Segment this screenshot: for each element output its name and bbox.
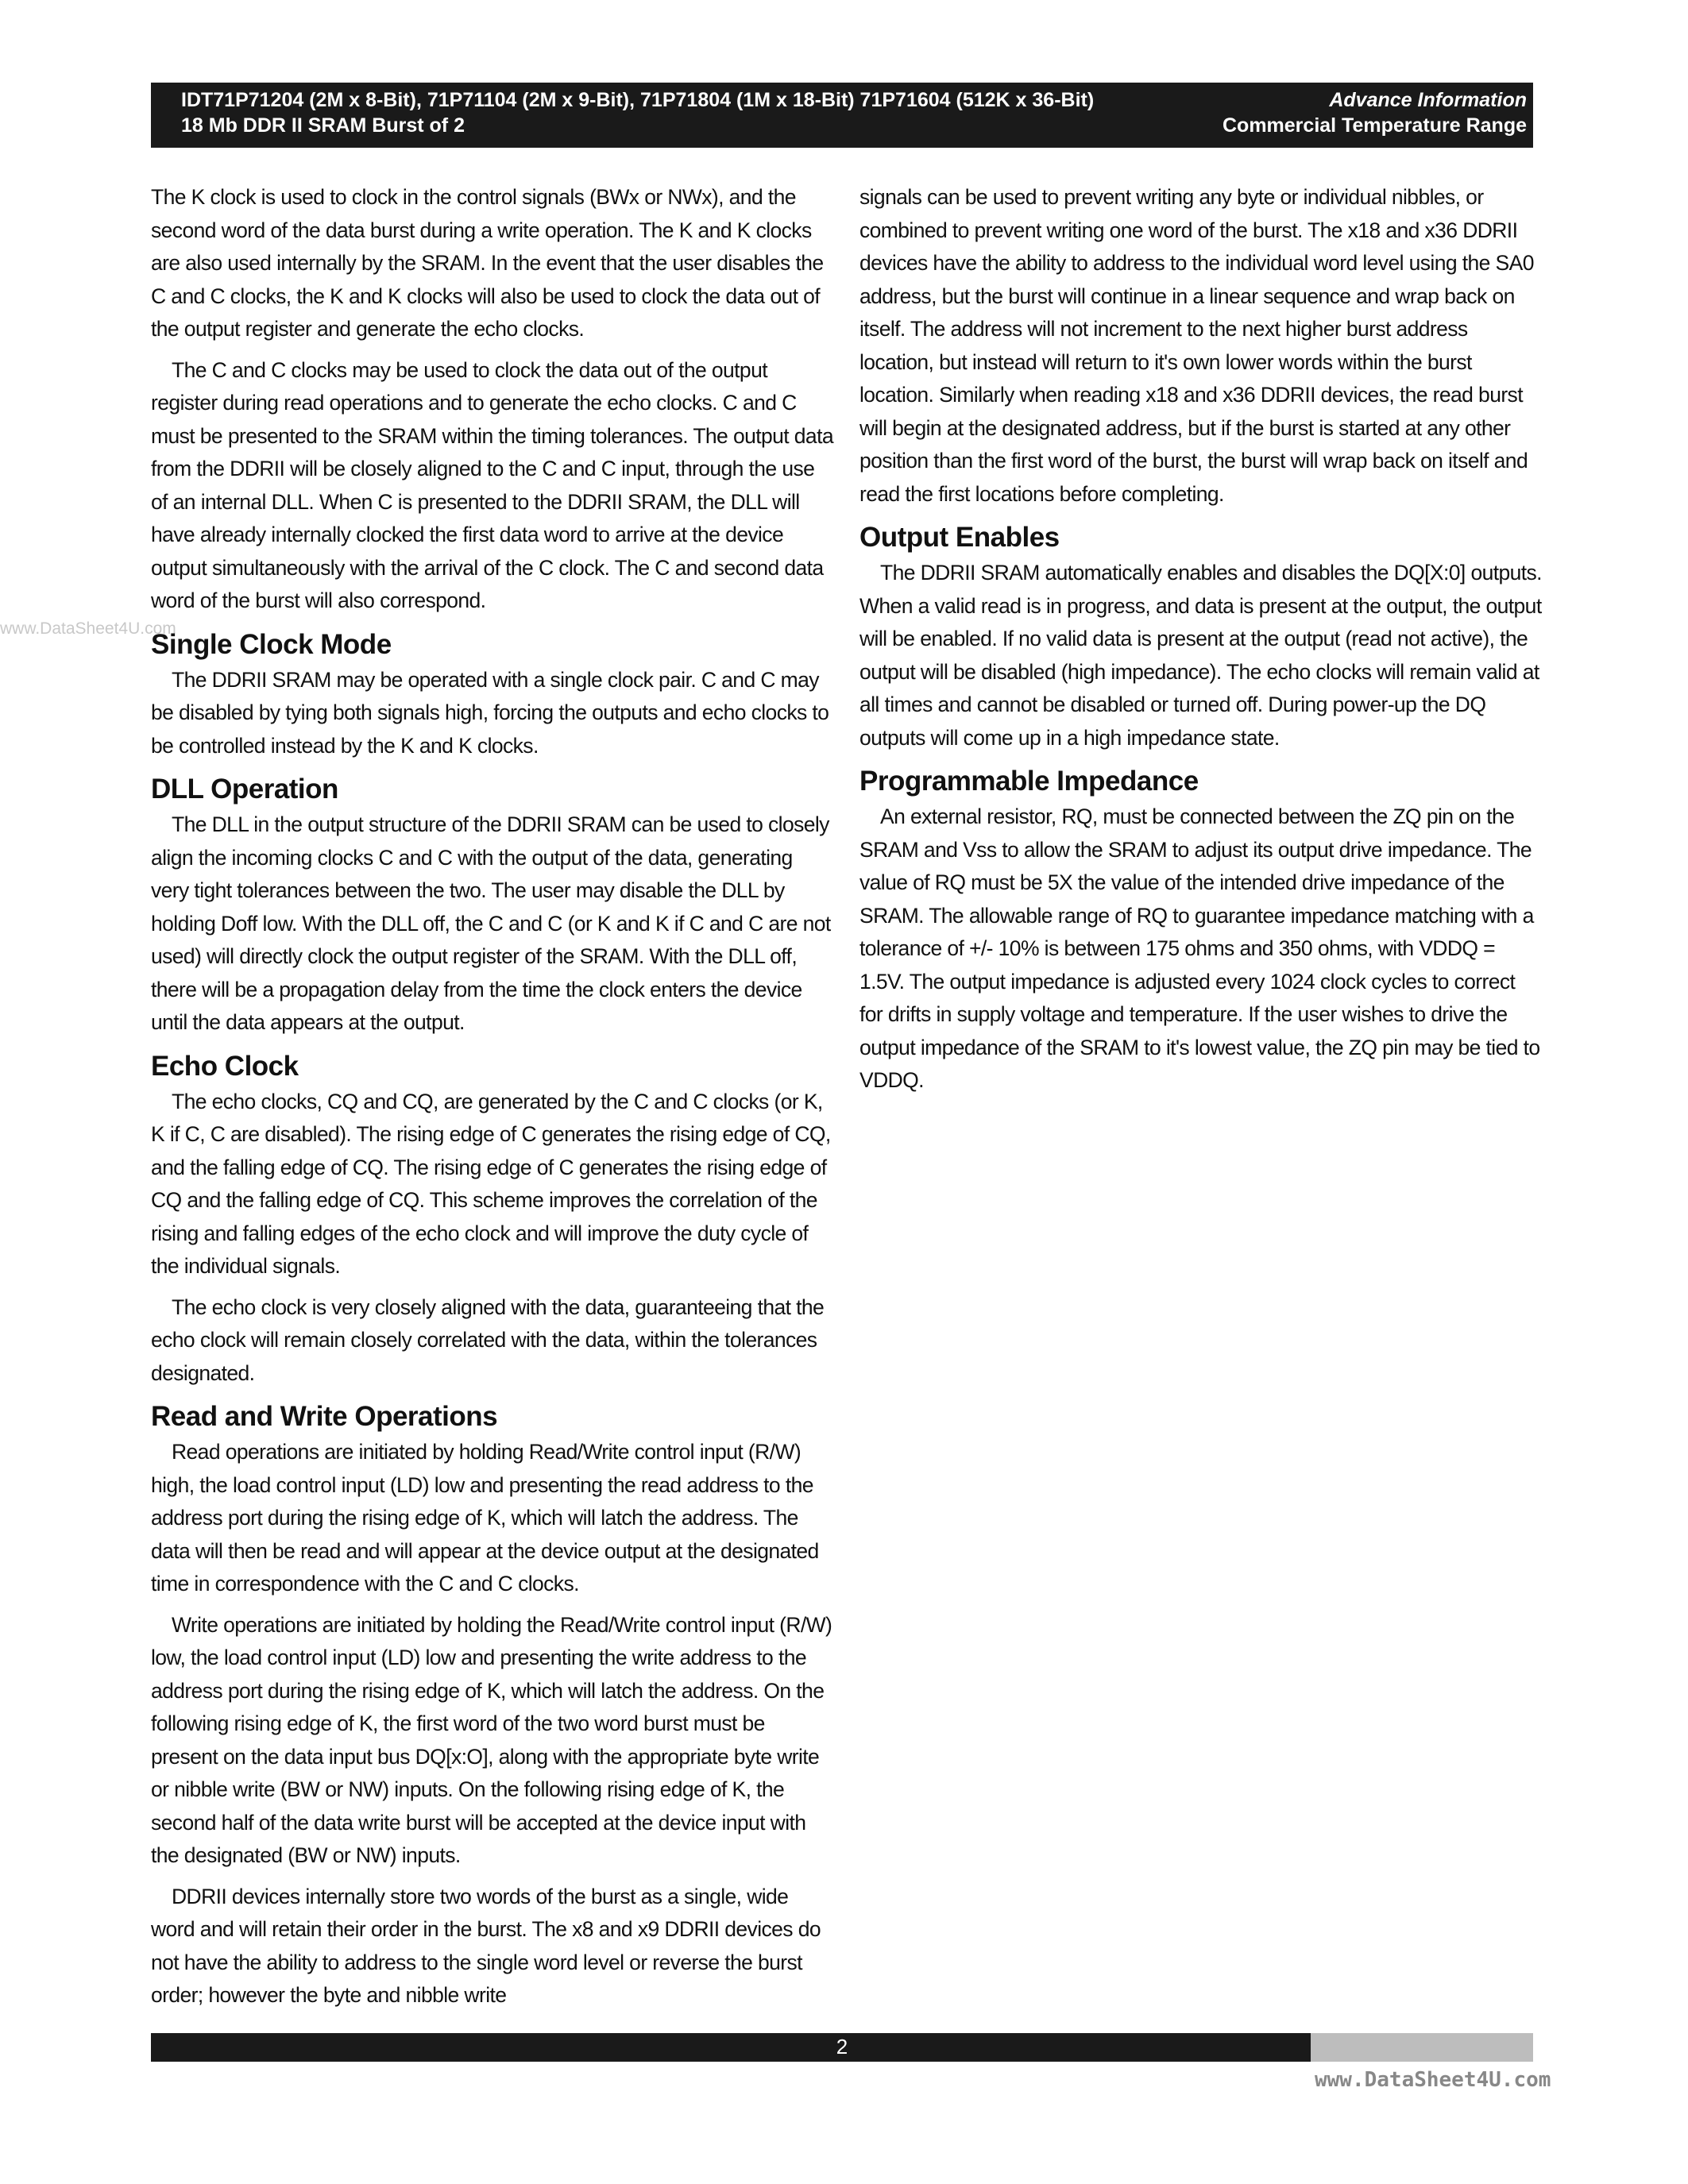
paragraph: Write operations are initiated by holding the Read/Write control input (R/W) low, the load control input (LD) low and presenting the write address to the address port during the rising edge of K, which will latch the address. On the following rising edge of K, the first word of the two word burst must be present on the data input bus DQ[x:O], along with the appropriate byte write or nibble write (BW or NW) inputs. On the following rising edge of K, the second half of the data write burst will be accepted at the device input with the designated (BW or NW) inputs. <box>151 1612 832 1867</box>
section-heading: Echo Clock <box>151 1050 299 1082</box>
header-bar <box>151 83 1533 148</box>
section-heading: Programmable Impedance <box>859 766 1199 797</box>
section-heading: Output Enables <box>859 522 1060 553</box>
footer-bar <box>151 2033 1533 2062</box>
paragraph: An external resistor, RQ, must be connected between the ZQ pin on the SRAM and Vss to allow the SRAM to adjust its output drive impedance. The value of RQ must be 5X the value of the intended drive impedance of the SRAM. The allowable range of RQ to guarantee impedance matching with a tolerance of +/- 10% is between 175 ohms and 350 ohms, with VDDQ = 1.5V. The output impedance is adjusted every 1024 clock cycles to correct for drifts in supply voltage and temperature. If the user wishes to drive the output impedance of the SRAM to it's lowest value, the ZQ pin may be tied to VDDQ. <box>859 805 1540 1092</box>
paragraph: The C and C clocks may be used to clock the data out of the output register during read operations and to generate the echo clocks. C and C must be presented to the SRAM within the timing tolerances. The output data from the DDRII will be closely aligned to the C and C input, through the use of an internal DLL. When C is presented to the DDRII SRAM, the DLL will have already internally clocked the first data word to arrive at the device output simultaneously with the arrival of the C clock. The C and second data word of the burst will also correspond. <box>151 357 833 612</box>
left-column <box>151 181 834 2020</box>
paragraph: The K clock is used to clock in the control signals (BWx or NWx), and the second word of the data burst during a write operation. The K and K clocks are also used internally by the SRAM. In the event that the user disables the C and C clocks, the K and K clocks will also be used to clock the data out of the output register and generate the echo clocks. <box>151 185 824 341</box>
section-heading: Read and Write Operations <box>151 1401 498 1432</box>
header-status: Advance Information <box>1329 89 1527 111</box>
right-column <box>859 181 1543 1106</box>
paragraph: The echo clocks, CQ and CQ, are generated by the C and C clocks (or K, K if C, C are disabled). The rising edge of C generates the rising edge of CQ, and the falling edge of CQ. The rising edge of C generates the rising edge of CQ and the falling edge of CQ. This scheme improves the correlation of the rising and falling edges of the echo clock and will improve the duty cycle of the individual signals. <box>151 1089 831 1278</box>
paragraph: The DDRII SRAM may be operated with a single clock pair. C and C may be disabled by tying both signals high, forcing the outputs and echo clocks to be controlled instead by the K and K clocks. <box>151 667 829 758</box>
section-heading: DLL Operation <box>151 774 338 805</box>
paragraph: The DDRII SRAM automatically enables and disables the DQ[X:0] outputs. When a valid read is in progress, and data is present at the output, the output will be enabled. If no valid data is present at the output (read not active), the output will be disabled (high impedance). The echo clocks will remain valid at all times and cannot be disabled or turned off. During power-up the DQ outputs will come up in a high impedance state. <box>859 561 1542 750</box>
section-heading: Single Clock Mode <box>151 628 392 660</box>
paragraph: The DLL in the output structure of the DDRII SRAM can be used to closely align the incoming clocks C and C with the output of the data, generating very tight tolerances between the two. The user may disable the DLL by holding Doff low. With the DLL off, the C and C (or K and K if C and C are not used) will directly clock the output register of the SRAM. With the DLL off, there will be a propagation delay from the time the clock enters the device until the data appears at the output. <box>151 812 831 1034</box>
watermark-link[interactable]: www.DataSheet4U.com <box>0 619 176 638</box>
paragraph: Read operations are initiated by holding Read/Write control input (R/W) high, the load control input (LD) low and presenting the read address to the address port during the rising edge of K, which will latch the address. The data will then be read and will appear at the device output at the designated time in correspondence with the C and C clocks. <box>151 1440 819 1596</box>
footer-site-link[interactable]: www.DataSheet4U.com <box>1315 2068 1551 2092</box>
paragraph: DDRII devices internally store two words of the burst as a single, wide word and will retain their order in the burst. The x8 and x9 DDRII devices do not have the ability to address to the single word level or reverse the burst order; however the byte and nibble write <box>151 1884 821 2007</box>
paragraph: The echo clock is very closely aligned with the data, guaranteeing that the echo clock will remain closely correlated with the data, within the tolerances designated. <box>151 1295 825 1385</box>
header-product-title: 18 Mb DDR II SRAM Burst of 2 <box>181 114 465 137</box>
page-number: 2 <box>836 2035 848 2059</box>
header-part-numbers: IDT71P71204 (2M x 8-Bit), 71P71104 (2M x 9-Bit), 71P71804 (1M x 18-Bit) 71P71604 (512K x 36-Bit) <box>181 89 1095 111</box>
header-temp-range: Commercial Temperature Range <box>1223 114 1527 137</box>
footer-logo-box <box>1311 2033 1533 2062</box>
paragraph: signals can be used to prevent writing any byte or individual nibbles, or combined to prevent writing one word of the burst. The x18 and x36 DDRII devices have the ability to address to the individual word level using the SA0 address, but the burst will continue in a linear sequence and wrap back on itself. The address will not increment to the next higher burst address location, but instead will return to it's own lower words within the burst location. Similarly when reading x18 and x36 DDRII devices, the read burst will begin at the designated address, but if the burst is started at any other position than the first word of the burst, the burst will wrap back on itself and read the first locations before completing. <box>859 185 1534 506</box>
